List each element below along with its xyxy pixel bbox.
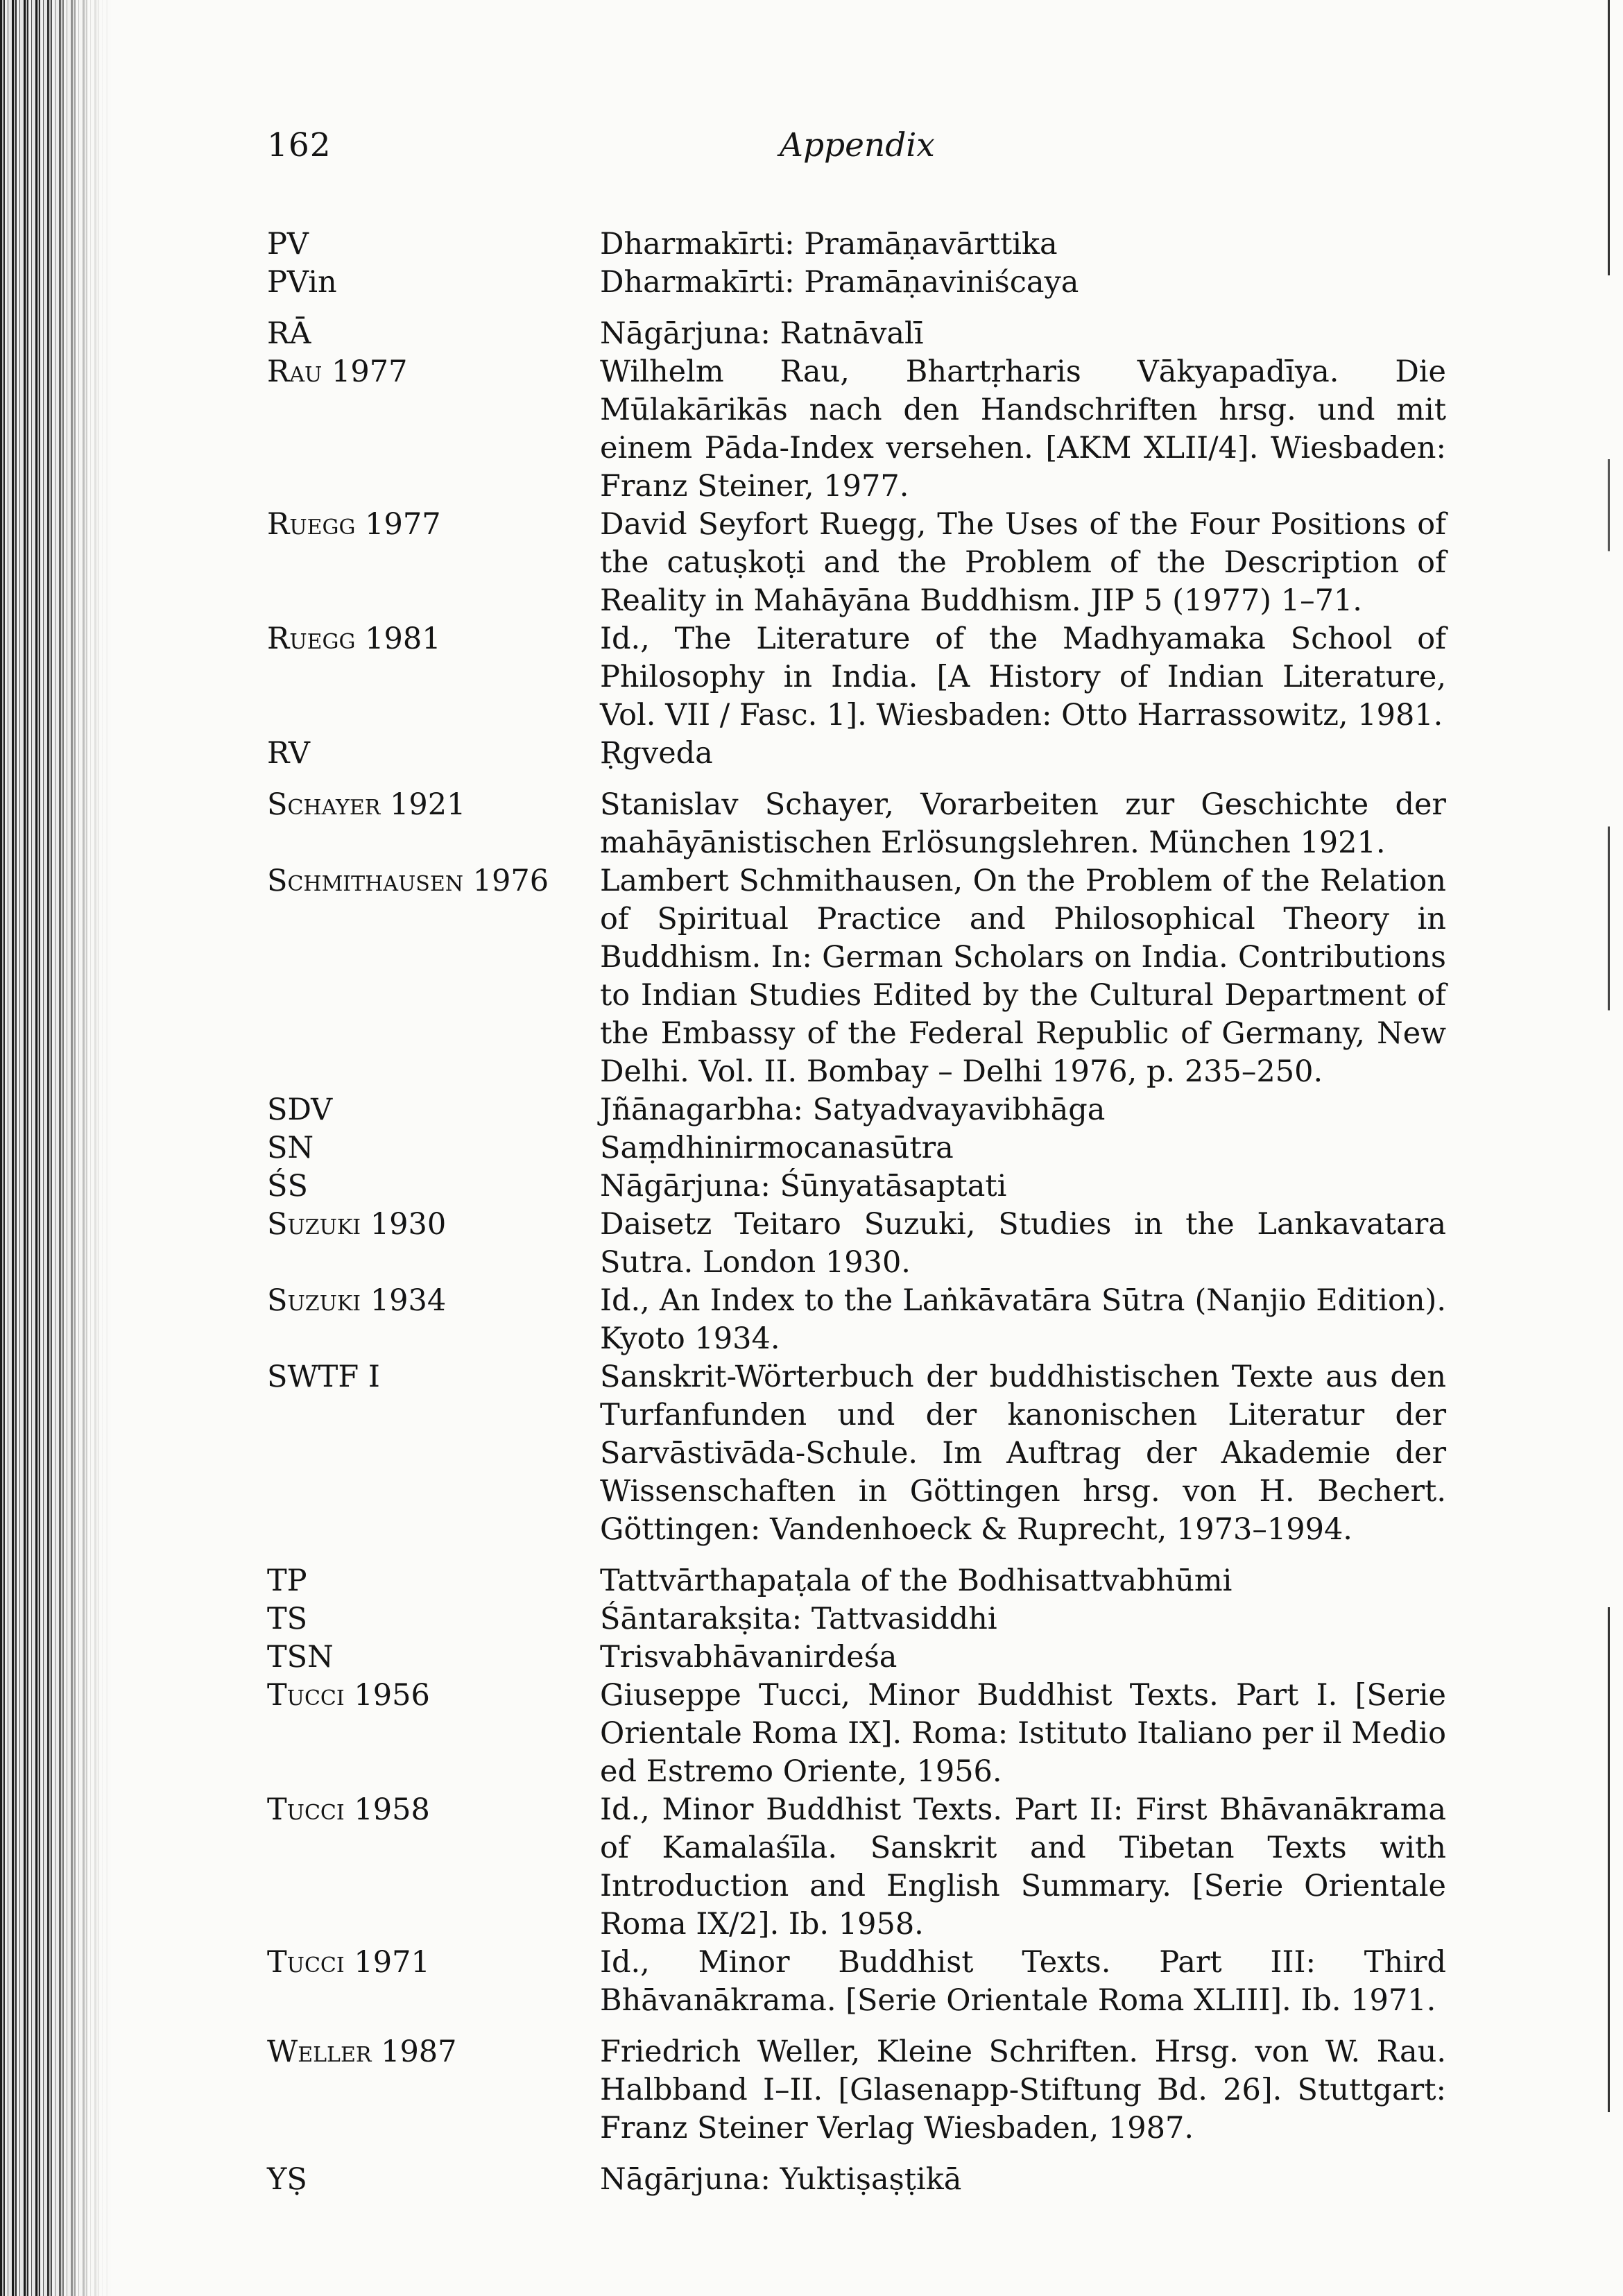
entry-abbreviation: TSN	[267, 1640, 334, 1674]
running-head: Appendix	[780, 126, 935, 164]
entry-abbreviation: Tucci 1958	[267, 1792, 430, 1827]
entry-abbreviation: ŚS	[267, 1169, 308, 1203]
entry-reference: Śāntarakṣita: Tattvasiddhi	[600, 1602, 997, 1636]
entry-abbreviation: Suzuki 1934	[267, 1283, 447, 1318]
entry-abbreviation: RV	[267, 736, 310, 771]
entry-reference: Nāgārjuna: Śūnyatāsaptati	[600, 1169, 1007, 1203]
entry-abbreviation: Ruegg 1977	[267, 507, 441, 542]
entry-abbreviation: PVin	[267, 265, 337, 300]
list-item	[267, 1091, 1446, 1129]
list-item	[267, 1167, 1446, 1206]
list-item	[267, 1600, 1446, 1638]
entry-reference: Dharmakīrti: Pramāṇaviniścaya	[600, 265, 1079, 300]
list-item	[267, 264, 1446, 302]
list-item	[267, 862, 1446, 1091]
entry-reference: Friedrich Weller, Kleine Schriften. Hrsg. von W. Rau. Halbband I–II. [Glasenapp-Stiftung Bd. 26]. Stuttgart: Franz Steiner Verlag Wiesbaden, 1987.	[600, 2034, 1446, 2145]
entry-reference: Id., An Index to the Laṅkāvatāra Sūtra (Nanjio Edition). Kyoto 1934.	[600, 1283, 1446, 1356]
scan-page-edge	[1608, 0, 1610, 2296]
entry-reference: Nāgārjuna: Yuktiṣaṣṭikā	[600, 2162, 962, 2197]
entry-abbreviation: Schmithausen 1976	[267, 864, 549, 898]
entry-abbreviation: SWTF I	[267, 1360, 380, 1394]
entry-reference: Ṛgveda	[600, 736, 713, 771]
entry-reference: Wilhelm Rau, Bhartṛharis Vākyapadīya. Die Mūlakārikās nach den Handschriften hrsg. und mit einem Pāda-Index versehen. [AKM XLII/4]. Wiesbaden: Franz Steiner, 1977.	[600, 354, 1446, 504]
list-item	[267, 225, 1446, 264]
entry-reference: Jñānagarbha: Satyadvayavibhāga	[600, 1093, 1106, 1127]
entry-reference: Sanskrit-Wörterbuch der buddhistischen Texte aus den Turfanfunden und der kanonischen Literatur der Sarvāstivāda-Schule. Im Auftrag der Akademie der Wissenschaften in Göttingen hrsg. von H. Bechert. Göttingen: Vandenhoeck & Ruprecht, 1973–1994.	[600, 1360, 1446, 1547]
list-item	[267, 1562, 1446, 1600]
entry-reference: Tattvārthapaṭala of the Bodhisattvabhūmi	[600, 1563, 1233, 1598]
entry-abbreviation: Ruegg 1981	[267, 622, 441, 656]
list-item	[267, 353, 1446, 506]
entry-abbreviation: RĀ	[267, 316, 311, 351]
entry-abbreviation: Tucci 1956	[267, 1678, 430, 1713]
list-item	[267, 2161, 1446, 2199]
entry-reference: Id., The Literature of the Madhyamaka School of Philosophy in India. [A History of Indian Literature, Vol. VII / Fasc. 1]. Wiesbaden: Otto Harrassowitz, 1981.	[600, 622, 1446, 733]
entry-reference: Nāgārjuna: Ratnāvalī	[600, 316, 924, 351]
entry-abbreviation: SN	[267, 1131, 314, 1165]
list-item	[267, 735, 1446, 773]
abbreviation-list	[267, 225, 1446, 2199]
list-item	[267, 1282, 1446, 1358]
entry-reference: Lambert Schmithausen, On the Problem of the Relation of Spiritual Practice and Philosophical Theory in Buddhism. In: German Scholars on India. Contributions to Indian Studies Edited by the Cultural Department of the Embassy of the Federal Republic of Germany, New Delhi. Vol. II. Bombay – Delhi 1976, p. 235–250.	[600, 864, 1446, 1089]
entry-reference: David Seyfort Ruegg, The Uses of the Four Positions of the catuṣkoṭi and the Problem of the Description of Reality in Mahāyāna Buddhism. JIP 5 (1977) 1–71.	[600, 507, 1446, 618]
list-item	[267, 1944, 1446, 2020]
entry-abbreviation: YṢ	[267, 2162, 307, 2197]
entry-abbreviation: Suzuki 1930	[267, 1207, 447, 1242]
list-item	[267, 1206, 1446, 1282]
entry-abbreviation: Weller 1987	[267, 2034, 457, 2069]
entry-abbreviation: Schayer 1921	[267, 787, 466, 822]
entry-abbreviation: Rau 1977	[267, 354, 408, 389]
scan-binding-fade	[42, 0, 111, 2296]
entry-reference: Daisetz Teitaro Suzuki, Studies in the Lankavatara Sutra. London 1930.	[600, 1207, 1446, 1280]
entry-abbreviation: SDV	[267, 1093, 333, 1127]
entry-abbreviation: PV	[267, 227, 309, 262]
list-item	[267, 2033, 1446, 2148]
entry-reference: Id., Minor Buddhist Texts. Part II: First Bhāvanākrama of Kamalaśīla. Sanskrit and Tibetan Texts with Introduction and English Summary. [Serie Orientale Roma IX/2]. Ib. 1958.	[600, 1792, 1446, 1942]
entry-reference: Dharmakīrti: Pramāṇavārttika	[600, 227, 1058, 262]
list-item	[267, 1638, 1446, 1677]
list-item	[267, 1358, 1446, 1549]
entry-reference: Stanislav Schayer, Vorarbeiten zur Geschichte der mahāyānistischen Erlösungslehren. München 1921.	[600, 787, 1446, 860]
entry-abbreviation: TS	[267, 1602, 308, 1636]
list-item	[267, 1129, 1446, 1167]
list-item	[267, 1677, 1446, 1791]
entry-reference: Trisvabhāvanirdeśa	[600, 1640, 898, 1674]
list-item	[267, 506, 1446, 620]
entry-reference: Giuseppe Tucci, Minor Buddhist Texts. Part I. [Serie Orientale Roma IX]. Roma: Istituto Italiano per il Medio ed Estremo Oriente, 1956.	[600, 1678, 1446, 1789]
list-item	[267, 786, 1446, 862]
list-item	[267, 620, 1446, 735]
entry-reference: Id., Minor Buddhist Texts. Part III: Third Bhāvanākrama. [Serie Orientale Roma XLIII]. Ib. 1971.	[600, 1945, 1446, 2018]
entry-abbreviation: Tucci 1971	[267, 1945, 430, 1980]
page-number: 162	[267, 126, 332, 164]
entry-abbreviation: TP	[267, 1563, 307, 1598]
list-item	[267, 1791, 1446, 1944]
entry-reference: Saṃdhinirmocanasūtra	[600, 1131, 954, 1165]
list-item	[267, 315, 1446, 353]
